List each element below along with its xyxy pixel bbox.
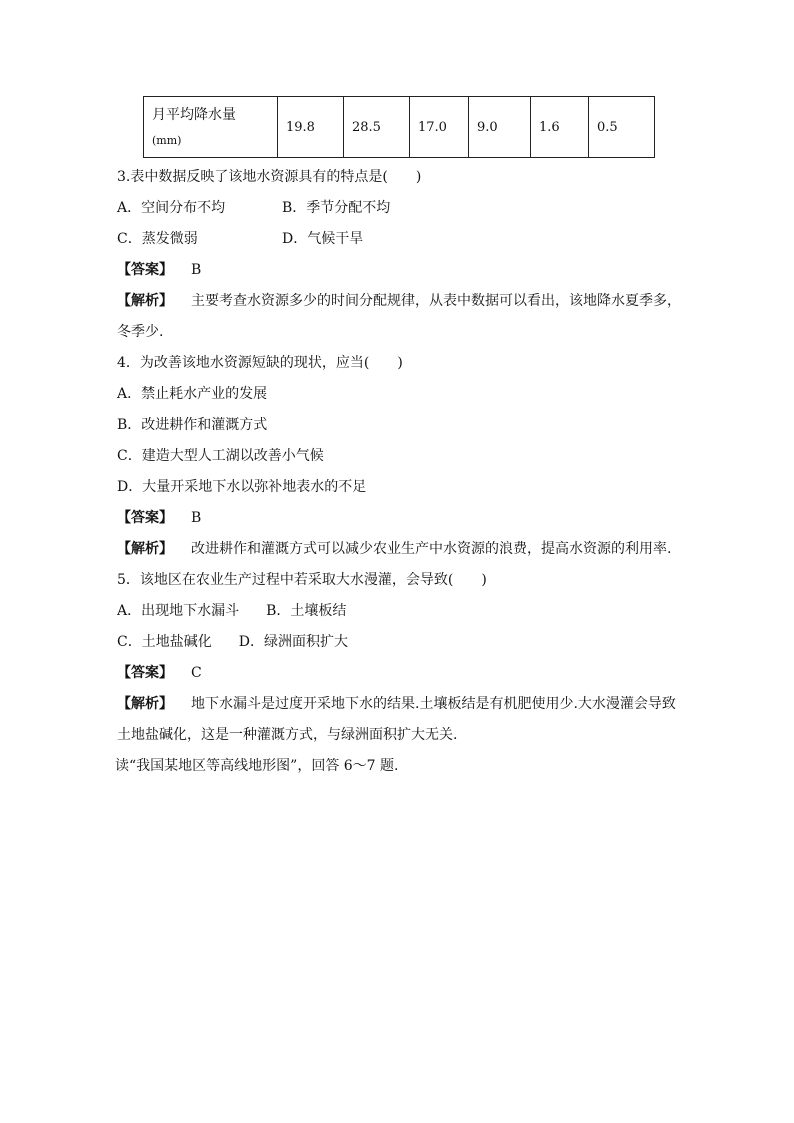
option-b: B．改进耕作和灌溉方式: [117, 417, 268, 433]
unit-label: (mm): [152, 133, 182, 147]
option-b: B．季节分配不均: [282, 200, 391, 216]
question-3-options-row-2: [117, 224, 697, 255]
answer-tag: 【答案】: [117, 262, 173, 278]
option-d: D．绿洲面积扩大: [238, 634, 348, 650]
analysis-text: 地下水漏斗是过度开采地下水的结果.土壤板结是有机肥使用少.大水漫灌会导致: [191, 696, 676, 712]
question-3-options-row-1: [117, 193, 697, 224]
answer-tag: 【答案】: [117, 665, 173, 681]
analysis-text: 改进耕作和灌溉方式可以减少农业生产中水资源的浪费，提高水资源的利用率.: [191, 541, 672, 557]
table-cell: 1.6: [531, 97, 589, 158]
option-d: D．气候干旱: [282, 231, 364, 247]
table-cell: 28.5: [344, 97, 410, 158]
question-3-analysis-cont: 冬季少.: [117, 324, 164, 340]
option-a: A．出现地下水漏斗: [117, 603, 240, 619]
question-5-options-row-2: [117, 627, 697, 658]
question-4-answer: [117, 503, 697, 534]
option-a: A．禁止耗水产业的发展: [117, 386, 268, 402]
option-a: A．空间分布不均: [117, 200, 226, 216]
analysis-tag: 【解析】: [117, 293, 173, 309]
option-d: D．大量开采地下水以弥补地表水的不足: [117, 479, 367, 495]
question-content: [117, 162, 697, 782]
table-cell: 17.0: [410, 97, 469, 158]
analysis-tag: 【解析】: [117, 696, 173, 712]
precipitation-table: [143, 96, 655, 158]
question-4-analysis: [117, 534, 697, 565]
question-5-options-row-1: [117, 596, 697, 627]
question-3-stem: 3.表中数据反映了该地水资源具有的特点是( ): [117, 169, 422, 185]
question-3-answer: [117, 255, 697, 286]
question-5-answer: [117, 658, 697, 689]
answer-tag: 【答案】: [117, 510, 173, 526]
question-5-analysis-cont: 土地盐碱化，这是一种灌溉方式，与绿洲面积扩大无关.: [117, 727, 458, 743]
question-3-analysis: [117, 286, 697, 317]
row-label: 月平均降水量: [152, 106, 236, 123]
table-cell: 19.8: [278, 97, 344, 158]
answer-value: B: [191, 510, 202, 526]
table-row: [144, 97, 655, 158]
answer-value: B: [191, 262, 202, 278]
question-5-stem: 5．该地区在农业生产过程中若采取大水漫灌，会导致( ): [117, 572, 487, 588]
option-c: C．建造大型人工湖以改善小气候: [117, 448, 324, 464]
table-cell: 0.5: [589, 97, 655, 158]
option-c: C．土地盐碱化: [117, 634, 212, 650]
option-b: B．土壤板结: [266, 603, 347, 619]
analysis-text: 主要考查水资源多少的时间分配规律，从表中数据可以看出，该地降水夏季多，: [191, 293, 681, 309]
table-cell: 9.0: [469, 97, 531, 158]
question-5-analysis: [117, 689, 697, 720]
answer-value: C: [191, 665, 202, 681]
next-section-intro: 读“我国某地区等高线地形图”，回答 6～7 题.: [115, 758, 399, 774]
question-4-stem: 4．为改善该地水资源短缺的现状，应当( ): [117, 355, 403, 371]
table-row-header: [144, 97, 278, 158]
analysis-tag: 【解析】: [117, 541, 173, 557]
option-c: C．蒸发微弱: [117, 231, 198, 247]
